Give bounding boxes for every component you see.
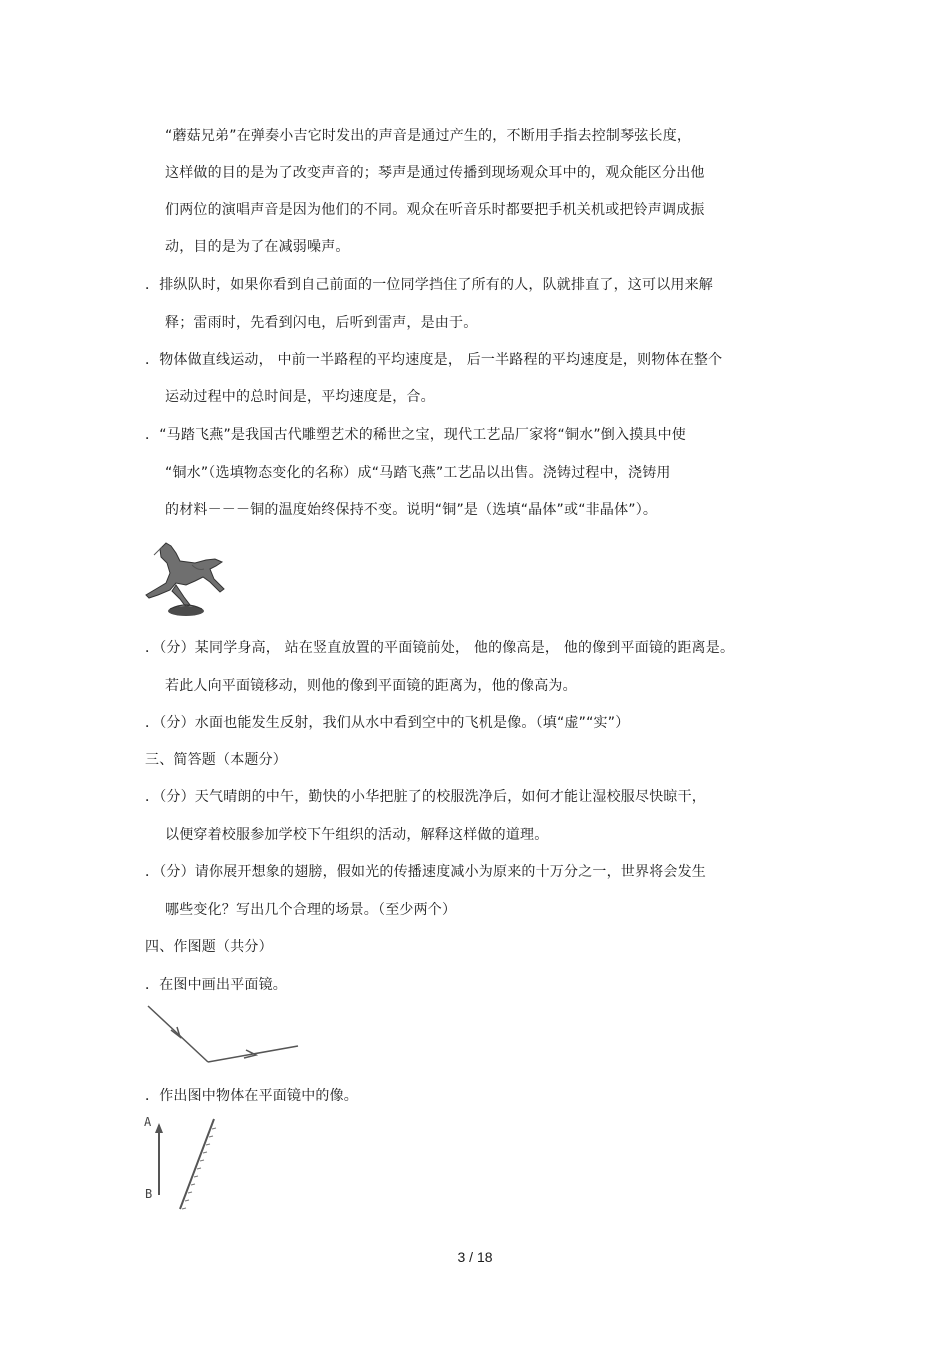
question-line: ．“马踏飞燕”是我国古代雕塑艺术的稀世之宝，现代工艺品厂家将“铜水”倒入摸具中使 <box>145 427 687 443</box>
question-line: ．作出图中物体在平面镜中的像。 <box>145 1088 358 1104</box>
question-line: ．排纵队时，如果你看到自己前面的一位同学挡住了所有的人，队就排直了，这可以用来解 <box>145 277 713 293</box>
label-a: A <box>144 1115 152 1129</box>
text-line: “蘑菇兄弟”在弹奏小吉它时发出的声音是通过产生的，不断用手指去控制琴弦长度， <box>165 128 692 144</box>
text-line: “铜水”（选填物态变化的名称）成“马踏飞燕”工艺品以出售。浇铸过程中，浇铸用 <box>165 465 671 481</box>
text-line: 哪些变化？写出几个合理的场景。（至少两个） <box>165 902 457 918</box>
section-heading: 四、作图题（共分） <box>145 939 273 955</box>
question-line: ．（分）某同学身高， 站在竖直放置的平面镜前处， 他的像高是， 他的像到平面镜的距离是。 <box>145 640 735 656</box>
text-line: 这样做的目的是为了改变声音的；琴声是通过传播到现场观众耳中的，观众能区分出他 <box>165 165 705 181</box>
light-reflection-figure <box>140 1000 305 1075</box>
mirror-object-figure <box>140 1113 225 1213</box>
section-heading: 三、简答题（本题分） <box>145 752 287 768</box>
bronze-horse-figure <box>140 535 235 620</box>
question-line: ．在图中画出平面镜。 <box>145 977 287 993</box>
question-line: ．（分）水面也能发生反射，我们从水中看到空中的飞机是像。（填“虚”“实”） <box>145 715 630 731</box>
question-line: ．物体做直线运动， 中前一半路程的平均速度是， 后一半路程的平均速度是，则物体在整个 <box>145 352 723 368</box>
label-b: B <box>145 1187 153 1201</box>
page-number: 3 / 18 <box>457 1249 493 1265</box>
text-line: 释；雷雨时，先看到闪电，后听到雷声，是由于。 <box>165 315 478 331</box>
text-line: 动，目的是为了在减弱噪声。 <box>165 239 350 255</box>
text-line: 若此人向平面镜移动，则他的像到平面镜的距离为，他的像高为。 <box>165 678 577 694</box>
question-line: ．（分）天气晴朗的中午，勤快的小华把脏了的校服洗净后，如何才能让湿校服尽快晾干， <box>145 789 706 805</box>
text-line: 们两位的演唱声音是因为他们的不同。观众在听音乐时都要把手机关机或把铃声调成振 <box>165 202 705 218</box>
question-line: ．（分）请你展开想象的翅膀，假如光的传播速度减小为原来的十万分之一，世界将会发生 <box>145 864 706 880</box>
text-line: 以便穿着校服参加学校下午组织的活动，解释这样做的道理。 <box>165 827 549 843</box>
text-line: 的材料－－－铜的温度始终保持不变。说明“铜”是（选填“晶体”或“非晶体”）。 <box>165 502 658 518</box>
text-line: 运动过程中的总时间是，平均速度是，合。 <box>165 389 435 405</box>
